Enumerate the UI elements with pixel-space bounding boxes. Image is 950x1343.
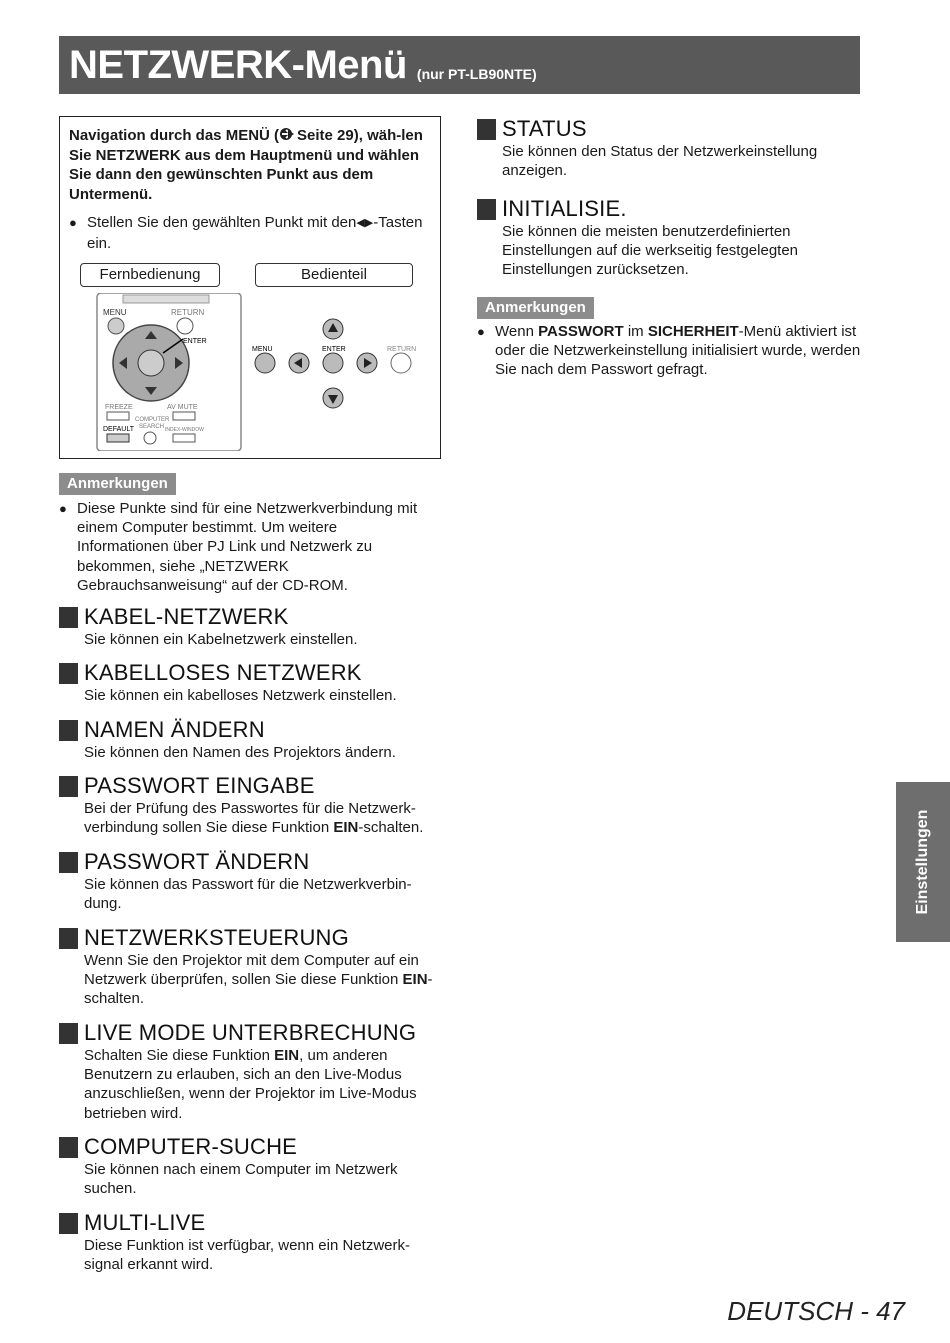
section-description: Sie können nach einem Computer im Netzwerk suchen. [84, 1161, 398, 1198]
side-tab [896, 782, 950, 942]
remote-search-label: SEARCH [139, 424, 165, 430]
section-title: INITIALISIE. [502, 196, 627, 221]
section-status [477, 116, 867, 180]
section-marker-icon [59, 1213, 78, 1234]
page-reference-arrow-icon [279, 127, 297, 141]
section-description: Sie können das Passwort für die Netzwerkverbin-dung. [84, 876, 412, 913]
panel-enter-label: ENTER [322, 346, 346, 353]
bullet-dot-icon: ● [477, 324, 485, 339]
section-description [84, 951, 449, 1009]
section-description: Sie können ein Kabelnetzwerk einstellen. [84, 631, 358, 648]
remote-av-mute-label: AV MUTE [167, 404, 198, 411]
section-passwort-aendern [59, 849, 449, 913]
section-description: Sie können die meisten benutzerdefinierten Einstellungen auf die werkseitig festgelegten Einstellungen zurücksetzen. [502, 223, 799, 279]
description-bold: EIN [274, 1047, 300, 1064]
navigation-bullet-text-1: Stellen Sie den gewählten Punkt mit den [87, 214, 357, 231]
section-passwort-eingabe [59, 773, 449, 837]
remote-return-label: RETURN [171, 308, 205, 317]
section-marker-icon [59, 776, 78, 797]
control-panel-illustration [250, 317, 420, 412]
remote-computer-label: COMPUTER [135, 417, 170, 423]
panel-label: Bedienteil [255, 263, 413, 287]
section-description: Sie können ein kabelloses Netzwerk einstellen. [84, 687, 397, 704]
section-marker-icon [59, 1023, 78, 1044]
right-notes-text-1: Wenn [495, 323, 539, 340]
remote-freeze-label: FREEZE [105, 404, 133, 411]
description-text-end: , um anderen Benutzern zu erlauben, sich an den Live-Modus anzuschließen, wenn der Projektor im Live-Modus betrieben wird. [84, 1047, 417, 1122]
section-description: Sie können den Namen des Projektors ändern. [84, 744, 396, 761]
description-text-end: -schalten. [358, 819, 424, 837]
remote-enter-label: ENTER [183, 338, 207, 345]
page-number: DEUTSCH - 47 [727, 1296, 905, 1326]
bullet-dot-icon: ● [69, 215, 77, 230]
bullet-dot-icon: ● [59, 501, 67, 516]
right-notes-bold-sicherheit: SICHERHEIT [647, 323, 739, 340]
remote-menu-label: MENU [103, 308, 127, 317]
section-marker-icon [477, 199, 496, 220]
panel-return-label: RETURN [387, 346, 417, 353]
section-title: COMPUTER-SUCHE [84, 1134, 298, 1159]
description-text: Schalten Sie diese Funktion [84, 1047, 275, 1064]
section-live-mode-unterbrechung [59, 1020, 449, 1123]
section-marker-icon [59, 720, 78, 741]
section-kabelloses-netzwerk [59, 660, 449, 705]
section-title: KABEL-NETZWERK [84, 604, 289, 629]
section-marker-icon [477, 119, 496, 140]
section-title: PASSWORT EINGABE [84, 773, 315, 798]
section-title: LIVE MODE UNTERBRECHUNG [84, 1020, 417, 1045]
section-description: Diese Funktion ist verfügbar, wenn ein Netzwerk-signal erkannt wird. [84, 1237, 410, 1274]
right-notes-bold-passwort: PASSWORT [538, 323, 624, 340]
navigation-intro-text-1: Navigation durch das MENÜ ( [69, 127, 280, 144]
left-notes-text: Diese Punkte sind für eine Netzwerkverbindung mit einem Computer bestimmt. Um weitere Informationen über PJ Link und Netzwerk zu bekommen, siehe „NETZWERK Gebrauchsanweisung“ auf der CD-ROM. [77, 500, 418, 594]
section-namen-aendern [59, 717, 449, 762]
section-title: NAMEN ÄNDERN [84, 717, 265, 742]
section-title: STATUS [502, 116, 587, 141]
section-marker-icon [59, 852, 78, 873]
left-right-arrow-icon: ◀▶ [356, 217, 374, 229]
description-bold: EIN [402, 971, 428, 989]
right-notes-text-3: -Menü aktiviert ist oder die Netzwerkeinstellung initialisiert wurde, werden Sie nach dem Passwort gefragt. [495, 323, 861, 379]
description-bold: EIN [333, 819, 359, 837]
section-description [84, 799, 449, 837]
navigation-box [59, 116, 441, 459]
section-marker-icon [59, 663, 78, 684]
description-text: Bei der Prüfung des Passwortes für die Netzwerk-verbindung sollen Sie diese Funktion [84, 800, 416, 837]
remote-label: Fernbedienung [80, 263, 220, 287]
panel-menu-label: MENU [252, 346, 273, 353]
right-notes-text-2: im [623, 323, 648, 340]
section-title: KABELLOSES NETZWERK [84, 660, 362, 685]
right-notes-tag: Anmerkungen [477, 297, 594, 319]
navigation-bullet [69, 213, 429, 253]
section-description: Sie können den Status der Netzwerkeinstellung anzeigen. [502, 143, 818, 180]
navigation-bullet-text-2: -Tasten ein. [87, 214, 423, 252]
section-marker-icon [59, 1137, 78, 1158]
left-notes-tag: Anmerkungen [59, 473, 176, 495]
side-tab-label: Einstellungen [914, 809, 931, 915]
page-subtitle: (nur PT-LB90NTE) [416, 66, 537, 82]
section-description [84, 1046, 449, 1123]
section-marker-icon [59, 928, 78, 949]
remote-default-label: DEFAULT [103, 426, 134, 433]
section-initialisie [477, 196, 867, 280]
section-kabel-netzwerk [59, 604, 449, 649]
description-text-end: -schalten. [84, 971, 433, 1008]
navigation-intro-text-2: Seite 29), wäh-len Sie NETZWERK aus dem Hauptmenü und wählen Sie dann den gewünschten Punkt aus dem Untermenü. [69, 127, 423, 203]
section-title: MULTI-LIVE [84, 1210, 206, 1235]
remote-index-window-label: INDEX-WINDOW [165, 427, 204, 433]
page-title-bar [59, 36, 860, 94]
section-netzwerksteuerung [59, 925, 449, 1009]
section-title: NETZWERKSTEUERUNG [84, 925, 349, 950]
right-notes-bullet [477, 322, 867, 380]
remote-control-illustration [95, 293, 245, 451]
navigation-intro [69, 126, 425, 204]
right-notes-text [495, 322, 867, 380]
section-computer-suche [59, 1134, 449, 1198]
section-multi-live [59, 1210, 449, 1274]
left-notes-bullet [59, 499, 429, 595]
page-title: NETZWERK-Menü [69, 43, 407, 87]
section-marker-icon [59, 607, 78, 628]
navigation-bullet-text [87, 213, 429, 253]
section-title: PASSWORT ÄNDERN [84, 849, 310, 874]
description-text: Wenn Sie den Projektor mit dem Computer auf ein Netzwerk überprüfen, sollen Sie diese Funktion [84, 952, 419, 989]
